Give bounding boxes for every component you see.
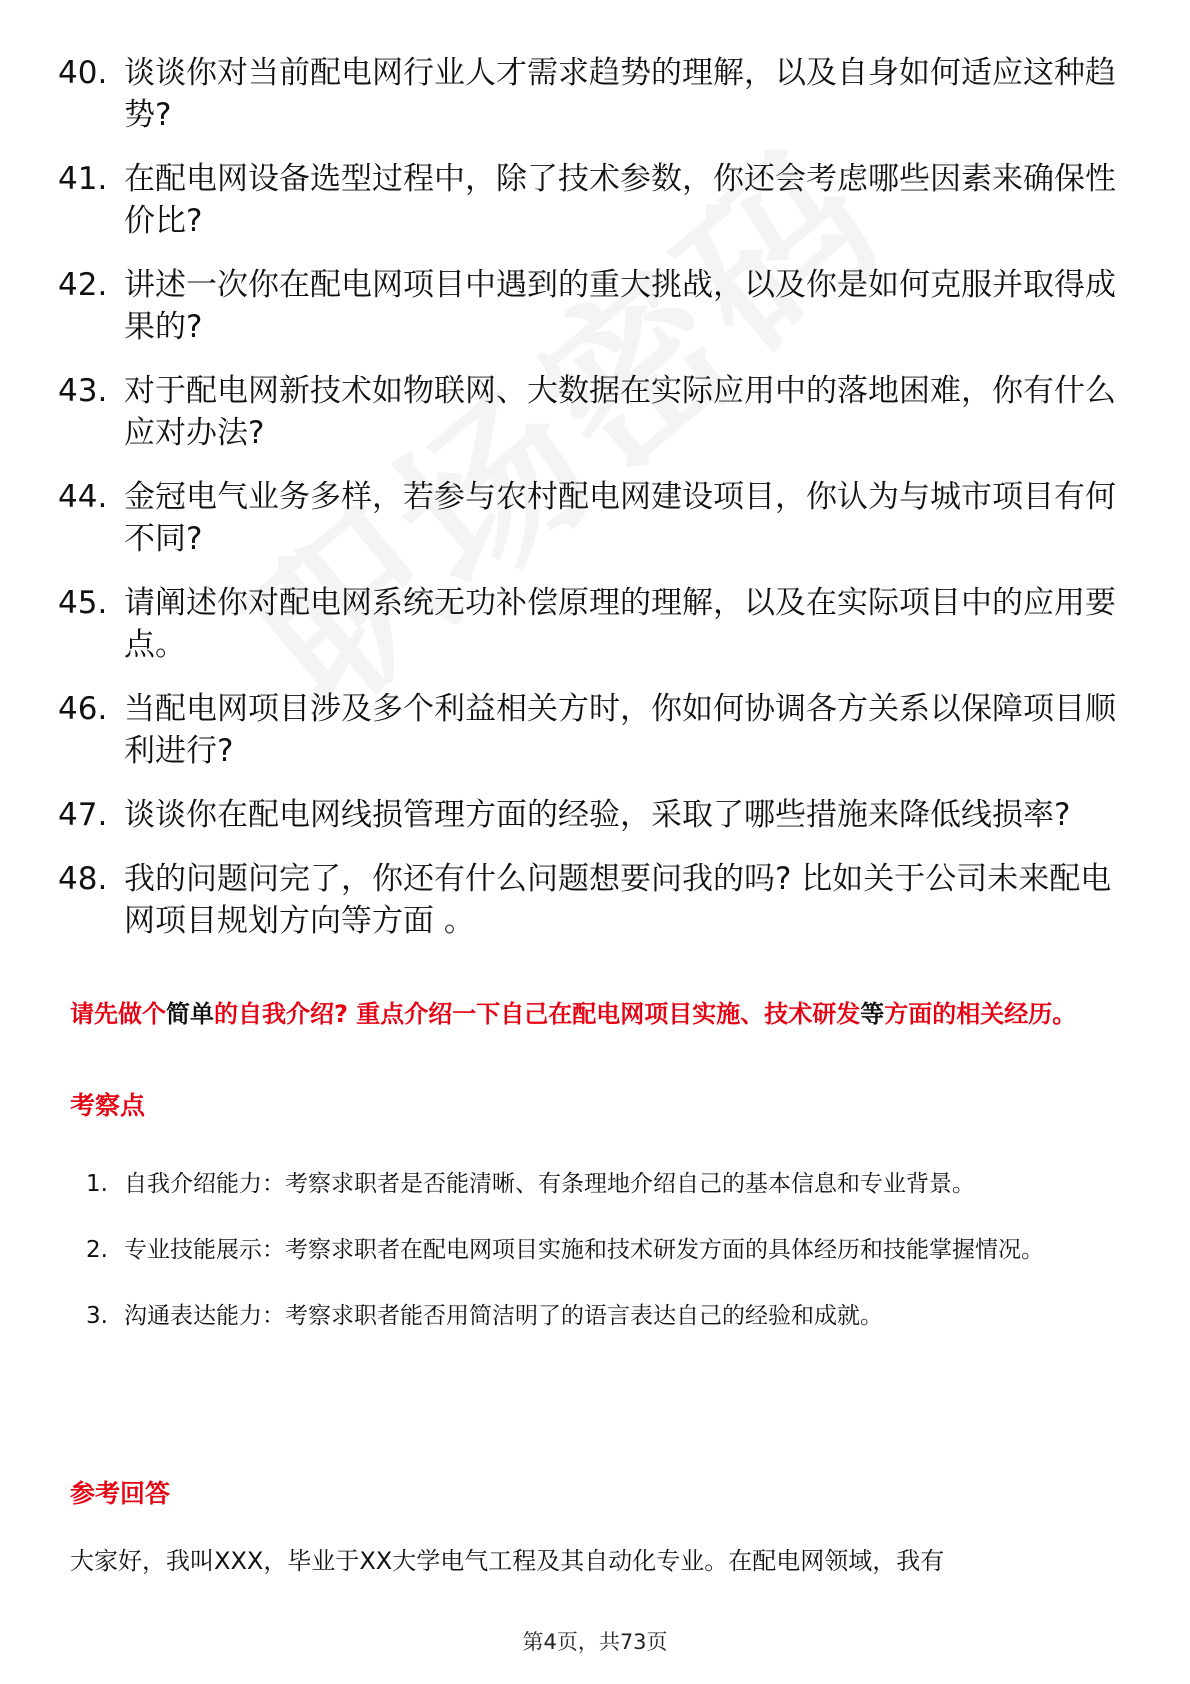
section-heading-exam-points: 考察点 [70,1091,146,1120]
question-text: 对于配电网新技术如物联网、大数据在实际应用中的落地困难，你有什么应对办法? [124,373,1116,451]
list-item [86,1223,1126,1278]
question-number: 45. [58,585,108,621]
list-item [86,1157,1126,1212]
point-number: 3. [86,1303,108,1329]
question-text: 谈谈你对当前配电网行业人才需求趋势的理解，以及自身如何适应这种趋势? [124,55,1116,133]
question-text: 当配电网项目涉及多个利益相关方时，你如何协调各方关系以保障项目顺利进行? [124,691,1116,769]
question-text: 在配电网设备选型过程中，除了技术参数，你还会考虑哪些因素来确保性价比? [124,161,1116,239]
list-item [86,1289,1126,1344]
question-number: 40. [58,55,108,91]
point-text: 专业技能展示：考察求职者在配电网项目实施和技术研发方面的具体经历和技能掌握情况。 [124,1237,1044,1263]
main-question-part: 方面的相关经历。 [884,1000,1077,1028]
list-item [58,52,1138,136]
main-question-part: 请先做个 [70,1000,166,1028]
list-item [58,264,1138,348]
point-text: 自我介绍能力：考察求职者是否能清晰、有条理地介绍自己的基本信息和专业背景。 [124,1171,975,1197]
list-item [58,476,1138,560]
question-number: 44. [58,479,108,515]
question-number: 47. [58,797,108,833]
list-item [58,582,1138,666]
point-number: 1. [86,1171,108,1197]
section-heading-reference-answer: 参考回答 [70,1479,171,1508]
list-item [58,370,1138,454]
main-question [70,997,1120,1032]
exam-point-list [86,1157,1126,1355]
main-question-emphasis: 简单 [166,1000,214,1028]
list-item [58,688,1138,772]
answer-text: 大家好，我叫XXX，毕业于XX大学电气工程及其自动化专业。在配电网领域，我有 [70,1547,945,1575]
list-item [58,858,1138,942]
question-number: 46. [58,691,108,727]
main-question-part: 的自我介绍? 重点介绍一下自己在配电网项目实施、技术研发 [214,1000,861,1028]
point-text: 沟通表达能力：考察求职者能否用简洁明了的语言表达自己的经验和成就。 [124,1303,883,1329]
question-number: 41. [58,161,108,197]
question-text: 讲述一次你在配电网项目中遇到的重大挑战，以及你是如何克服并取得成果的? [124,267,1116,345]
question-number: 48. [58,861,108,897]
page-footer: 第4页，共73页 [522,1630,668,1654]
list-item [58,794,1138,836]
question-number: 43. [58,373,108,409]
list-item [58,158,1138,242]
question-text: 我的问题问完了，你还有什么问题想要问我的吗? 比如关于公司未来配电网项目规划方向等方面 。 [124,861,1112,939]
question-text: 谈谈你在配电网线损管理方面的经验，采取了哪些措施来降低线损率? [124,797,1071,833]
main-question-emphasis: 等 [860,1000,885,1028]
question-text: 金冠电气业务多样，若参与农村配电网建设项目，你认为与城市项目有何不同? [124,479,1116,557]
point-number: 2. [86,1237,108,1263]
question-list [58,52,1138,964]
question-number: 42. [58,267,108,303]
question-text: 请阐述你对配电网系统无功补偿原理的理解，以及在实际项目中的应用要点。 [124,585,1116,663]
